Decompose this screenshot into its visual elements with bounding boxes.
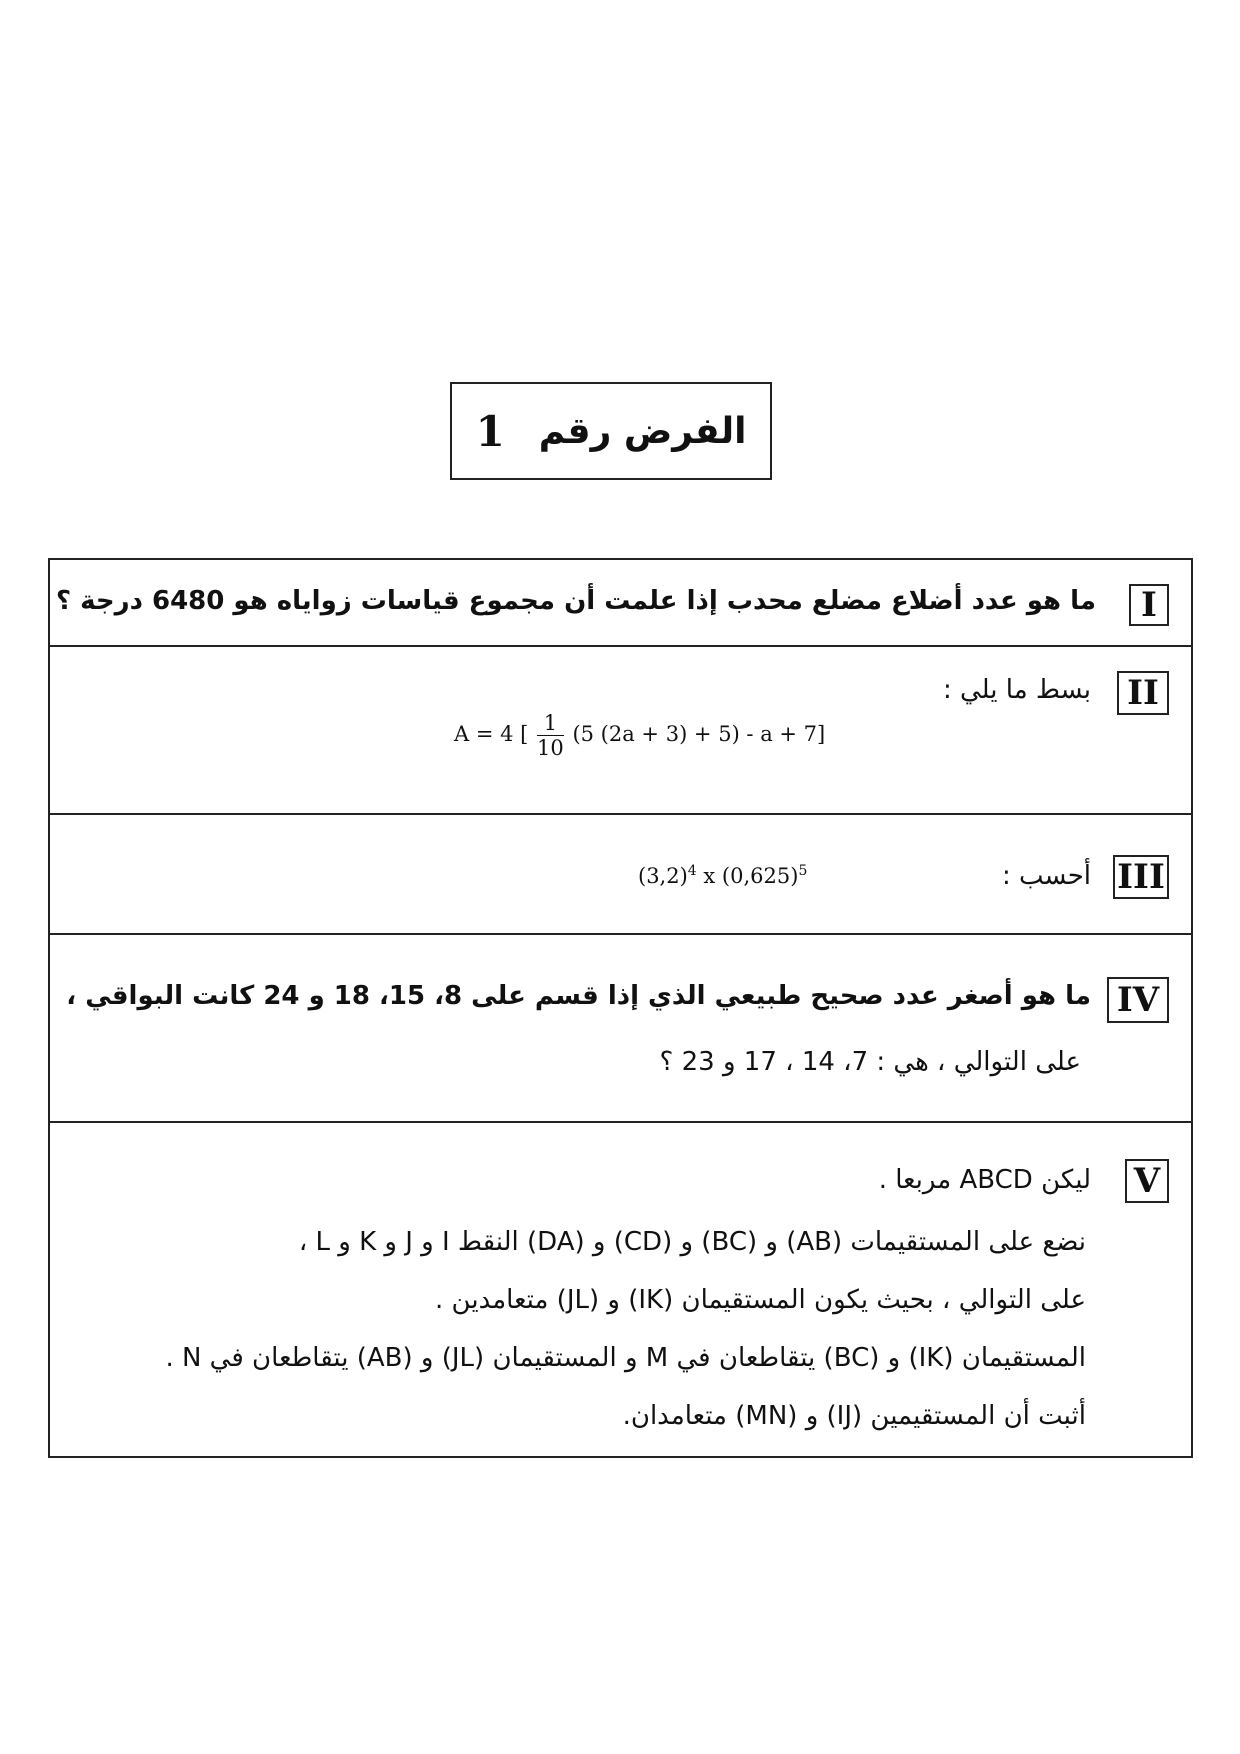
exam-title: الفرض رقم xyxy=(538,410,747,452)
exercise-number-4: IV xyxy=(1107,977,1169,1023)
exercise-4-line-1: ما هو أصغر عدد صحيح طبيعي الذي إذا قسم على 8، 15، 18 و 24 كانت البواقي ، xyxy=(66,981,1091,1011)
exercise-5 xyxy=(50,1123,1191,1458)
power-expression xyxy=(638,863,807,888)
exercise-1 xyxy=(50,560,1191,647)
exercise-number-3: III xyxy=(1113,855,1169,899)
exam-number: 1 xyxy=(475,406,505,456)
fraction-numerator: 1 xyxy=(543,711,558,735)
fraction-denominator: 10 xyxy=(537,736,564,760)
times-sign: x xyxy=(696,864,722,888)
base-one: (3,2) xyxy=(638,864,688,888)
exercise-number-2: II xyxy=(1117,671,1169,715)
exercise-table xyxy=(48,558,1193,1458)
exercise-1-question: ما هو عدد أضلاع مضلع محدب إذا علمت أن مجموع قياسات زواياه هو 6480 درجة ؟ xyxy=(55,586,1096,616)
base-two: (0,625) xyxy=(721,864,799,888)
exercise-5-line-2: نضع على المستقيمات (AB) و (BC) و (CD) و (DA) النقط I و J و K و L ، xyxy=(298,1227,1086,1257)
exercise-2 xyxy=(50,647,1191,815)
exercise-5-line-5: أثبت أن المستقيمين (IJ) و (MN) متعامدان. xyxy=(622,1401,1086,1431)
exercise-number-5: V xyxy=(1125,1159,1169,1203)
exercise-3-instruction: أحسب : xyxy=(1001,861,1091,891)
exercise-4-line-2: على التوالي ، هي : 7، 14 ، 17 و 23 ؟ xyxy=(659,1047,1081,1077)
exponent-one: 4 xyxy=(687,863,697,879)
exercise-5-line-3: على التوالي ، بحيث يكون المستقيمان (IK) و (JL) متعامدين . xyxy=(435,1285,1086,1315)
exercise-2-instruction: بسط ما يلي : xyxy=(942,675,1091,705)
exam-title-box xyxy=(450,382,772,480)
exponent-two: 5 xyxy=(798,863,808,879)
exercise-number-1: I xyxy=(1129,584,1169,626)
expression-a-left: A = 4 [ xyxy=(454,722,529,746)
exercise-5-line-1: ليكن ABCD مربعا . xyxy=(878,1165,1091,1195)
expression-a xyxy=(454,711,825,760)
fraction-one-tenth xyxy=(537,711,564,760)
exercise-4 xyxy=(50,935,1191,1123)
exercise-3 xyxy=(50,815,1191,935)
expression-a-right: (5 (2a + 3) + 5) - a + 7] xyxy=(572,722,826,746)
exercise-5-line-4: المستقيمان (IK) و (BC) يتقاطعان في M و المستقيمان (JL) و (AB) يتقاطعان في N . xyxy=(165,1343,1086,1373)
